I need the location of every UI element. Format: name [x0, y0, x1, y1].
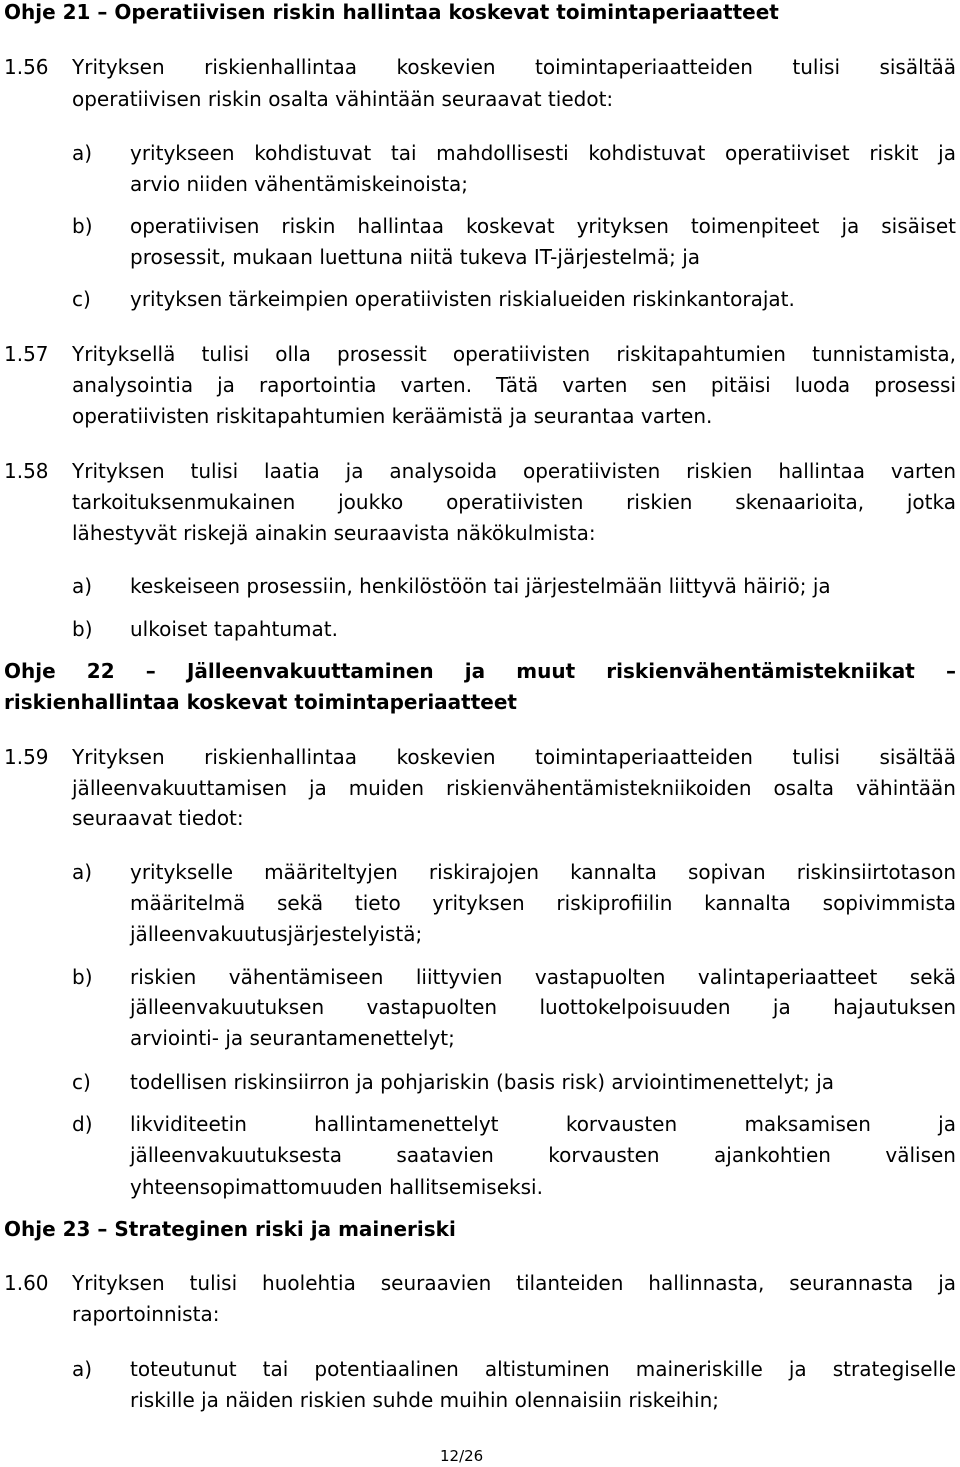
paragraph-number: 1.57 — [4, 342, 49, 366]
paragraph-number: 1.58 — [4, 459, 49, 483]
list-item-text: arviointi- ja seurantamenettelyt; — [130, 1026, 455, 1050]
list-label: c) — [72, 287, 91, 311]
paragraph-text: Yrityksen tulisi huolehtia seuraavien tilanteiden hallinnasta, seurannasta ja — [72, 1271, 956, 1295]
paragraph-number: 1.59 — [4, 745, 49, 769]
list-label: b) — [72, 214, 93, 238]
guideline-21-heading: Ohje 21 – Operatiivisen riskin hallintaa koskevat toimintaperiaatteet — [4, 0, 779, 24]
guideline-22-heading: Ohje 22 – Jälleenvakuuttaminen ja muut riskienvähentämistekniikat – — [4, 659, 956, 683]
list-label: d) — [72, 1112, 93, 1136]
paragraph-text: jälleenvakuuttamisen ja muiden riskienvähentämistekniikoiden osalta vähintään — [72, 776, 956, 800]
list-item-text: prosessit, mukaan luettuna niitä tukeva IT-järjestelmä; ja — [130, 245, 701, 269]
paragraph-text: seuraavat tiedot: — [72, 806, 244, 830]
list-item-text: jälleenvakuutuksen vastapuolten luottokelpoisuuden ja hajautuksen — [130, 995, 956, 1019]
list-item-text: likviditeetin hallintamenettelyt korvausten maksamisen ja — [130, 1112, 956, 1136]
paragraph-text: operatiivisten riskitapahtumien keräämistä ja seurantaa varten. — [72, 404, 713, 428]
list-item-text: jälleenvakuutusjärjestelyistä; — [130, 922, 423, 946]
paragraph-text: Yrityksen riskienhallintaa koskevien toimintaperiaatteiden tulisi sisältää — [72, 55, 956, 79]
list-item-text: riskille ja näiden riskien suhde muihin olennaisiin riskeihin; — [130, 1388, 719, 1412]
paragraph-number: 1.60 — [4, 1271, 49, 1295]
list-item-text: yhteensopimattomuuden hallitsemiseksi. — [130, 1175, 543, 1199]
list-item-text: määritelmä sekä tieto yrityksen riskiprofiilin kannalta sopivimmista — [130, 891, 956, 915]
paragraph-text: Yrityksellä tulisi olla prosessit operatiivisten riskitapahtumien tunnistamista, — [72, 342, 956, 366]
paragraph-text: analysointia ja raportointia varten. Tätä varten sen pitäisi luoda prosessi — [72, 373, 956, 397]
list-item-text: jälleenvakuutuksesta saatavien korvausten ajankohtien välisen — [130, 1143, 956, 1167]
list-label: c) — [72, 1070, 91, 1094]
list-label: a) — [72, 141, 93, 165]
list-item-text: ulkoiset tapahtumat. — [130, 617, 338, 641]
list-label: a) — [72, 860, 93, 884]
guideline-22-heading: riskienhallintaa koskevat toimintaperiaatteet — [4, 690, 517, 714]
paragraph-text: lähestyvät riskejä ainakin seuraavista näkökulmista: — [72, 521, 596, 545]
list-item-text: todellisen riskinsiirron ja pohjariskin (basis risk) arviointimenettelyt; ja — [130, 1070, 835, 1094]
paragraph-text: tarkoituksenmukainen joukko operatiivisten riskien skenaarioita, jotka — [72, 490, 956, 514]
list-item-text: riskien vähentämiseen liittyvien vastapuolten valintaperiaatteet sekä — [130, 965, 956, 989]
list-item-text: arvio niiden vähentämiskeinoista; — [130, 172, 469, 196]
paragraph-number: 1.56 — [4, 55, 49, 79]
paragraph-text: Yrityksen riskienhallintaa koskevien toimintaperiaatteiden tulisi sisältää — [72, 745, 956, 769]
paragraph-text: Yrityksen tulisi laatia ja analysoida operatiivisten riskien hallintaa varten — [72, 459, 956, 483]
list-item-text: yrityksen tärkeimpien operatiivisten riskialueiden riskinkantorajat. — [130, 287, 795, 311]
list-item-text: yritykselle määriteltyjen riskirajojen kannalta sopivan riskinsiirtotason — [130, 860, 956, 884]
list-label: b) — [72, 965, 93, 989]
list-item-text: toteutunut tai potentiaalinen altistuminen maineriskille ja strategiselle — [130, 1357, 956, 1381]
list-item-text: keskeiseen prosessiin, henkilöstöön tai järjestelmään liittyvä häiriö; ja — [130, 574, 831, 598]
page-number: 12/26 — [440, 1447, 484, 1465]
paragraph-text: operatiivisen riskin osalta vähintään seuraavat tiedot: — [72, 87, 614, 111]
paragraph-text: raportoinnista: — [72, 1302, 220, 1326]
list-item-text: yritykseen kohdistuvat tai mahdollisesti kohdistuvat operatiiviset riskit ja — [130, 141, 956, 165]
guideline-23-heading: Ohje 23 – Strateginen riski ja maineriski — [4, 1217, 456, 1241]
list-item-text: operatiivisen riskin hallintaa koskevat yrityksen toimenpiteet ja sisäiset — [130, 214, 956, 238]
list-label: a) — [72, 1357, 93, 1381]
list-label: b) — [72, 617, 93, 641]
list-label: a) — [72, 574, 93, 598]
